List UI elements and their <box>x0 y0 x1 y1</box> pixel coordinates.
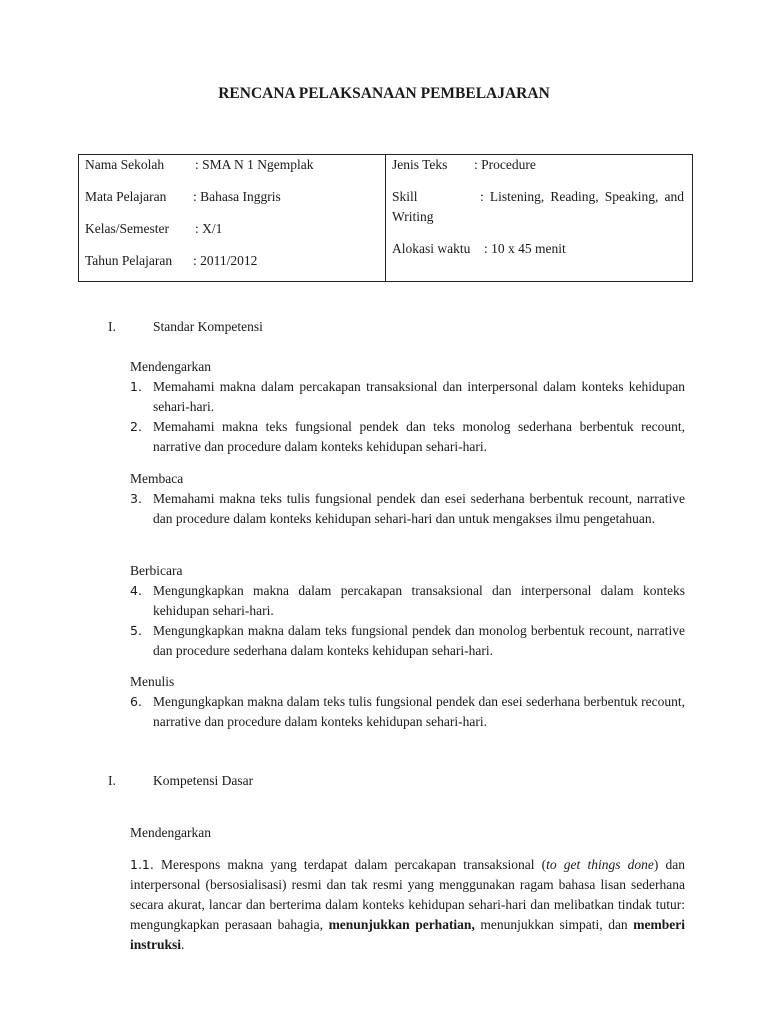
info-right-column <box>386 155 692 281</box>
item-number: 1. <box>130 379 142 394</box>
kd-paragraph <box>130 855 685 955</box>
item-text: Mengungkapkan makna dalam percakapan transaksional dan interpersonal dalam konteks kehidupan sehari-hari. <box>153 583 685 618</box>
item-text: Memahami makna teks fungsional pendek dan teks monolog sederhana berbentuk recount, narrative dan procedure dalam konteks kehidupan sehari-hari. <box>153 419 685 454</box>
info-row-year <box>85 251 379 271</box>
kd-text: Merespons makna yang terdapat dalam percakapan transaksional ( <box>153 857 547 872</box>
info-key: Kelas/Semester <box>85 221 169 236</box>
kd-bold-text: memberi instruksi <box>130 917 686 952</box>
info-value: : Listening, Reading, Speaking, and Writing <box>392 189 684 224</box>
subheading-membaca: Membaca <box>130 471 184 486</box>
kd-text: . <box>181 937 185 952</box>
list-item <box>130 581 685 621</box>
info-left-column <box>79 155 386 281</box>
section-number: I. <box>108 319 116 334</box>
section-number: I. <box>108 773 116 788</box>
subheading-menulis: Menulis <box>130 674 175 689</box>
kd-bold-text: menunjukkan perhatian, <box>328 917 475 932</box>
info-key: Skill <box>392 189 418 204</box>
kd-number: 1.1. <box>130 857 154 872</box>
info-row-skill <box>392 187 684 227</box>
kd-text: ) dan interpersonal (bersosialisasi) resmi dan tak resmi yang menggunakan ragam bahasa lisan sederhana secara akurat, lancar dan berterima dalam konteks kehidupan sehari-hari dan melibatkan tindak tutur: mengungkapkan perasaan bahagia, <box>130 857 685 932</box>
info-key: Alokasi waktu <box>392 241 471 256</box>
item-number: 5. <box>130 623 142 638</box>
info-value: : X/1 <box>195 221 223 236</box>
info-row-school <box>85 155 379 175</box>
item-text: Mengungkapkan makna dalam teks fungsional pendek dan monolog berbentuk recount, narrative dan procedure sederhana dalam konteks kehidupan sehari-hari. <box>153 623 685 658</box>
list-item <box>130 692 685 732</box>
list-item <box>130 377 685 417</box>
info-key: Tahun Pelajaran <box>85 253 173 268</box>
info-key: Nama Sekolah <box>85 157 165 172</box>
item-number: 4. <box>130 583 142 598</box>
info-value: : SMA N 1 Ngemplak <box>195 157 314 172</box>
section-title: Kompetensi Dasar <box>153 773 254 788</box>
item-number: 6. <box>130 694 142 709</box>
item-text: Memahami makna teks tulis fungsional pendek dan esei sederhana berbentuk recount, narrative dan procedure dalam konteks kehidupan sehari-hari dan untuk mengakses ilmu pengetahuan. <box>153 491 685 526</box>
info-value: : 10 x 45 menit <box>484 241 566 256</box>
info-key: Jenis Teks <box>392 157 448 172</box>
info-table <box>78 154 693 282</box>
info-row-text-type <box>392 155 684 175</box>
subheading-mendengarkan: Mendengarkan <box>130 359 211 374</box>
subheading-mendengarkan-kd: Mendengarkan <box>130 825 211 840</box>
section-title: Standar Kompetensi <box>153 319 263 334</box>
info-row-class <box>85 219 379 239</box>
kd-italic-text: to get things done <box>546 857 654 872</box>
item-text: Mengungkapkan makna dalam teks tulis fungsional pendek dan esei sederhana berbentuk recount, narrative dan procedure dalam konteks kehidupan sehari-hari. <box>153 694 685 729</box>
item-text: Memahami makna dalam percakapan transaksional dan interpersonal dalam konteks kehidupan sehari-hari. <box>153 379 685 414</box>
item-number: 2. <box>130 419 142 434</box>
info-row-subject <box>85 187 379 207</box>
item-number: 3. <box>130 491 142 506</box>
subheading-berbicara: Berbicara <box>130 563 183 578</box>
document-title: RENCANA PELAKSANAAN PEMBELAJARAN <box>218 85 550 102</box>
info-row-time <box>392 239 684 259</box>
list-item <box>130 621 685 661</box>
list-item <box>130 489 685 529</box>
info-key: Mata Pelajaran <box>85 189 167 204</box>
kd-text: menunjukkan simpati, dan <box>474 917 634 932</box>
info-value: : 2011/2012 <box>193 253 258 268</box>
list-item <box>130 417 685 457</box>
info-value: : Bahasa Inggris <box>193 189 281 204</box>
info-value: : Procedure <box>474 157 536 172</box>
